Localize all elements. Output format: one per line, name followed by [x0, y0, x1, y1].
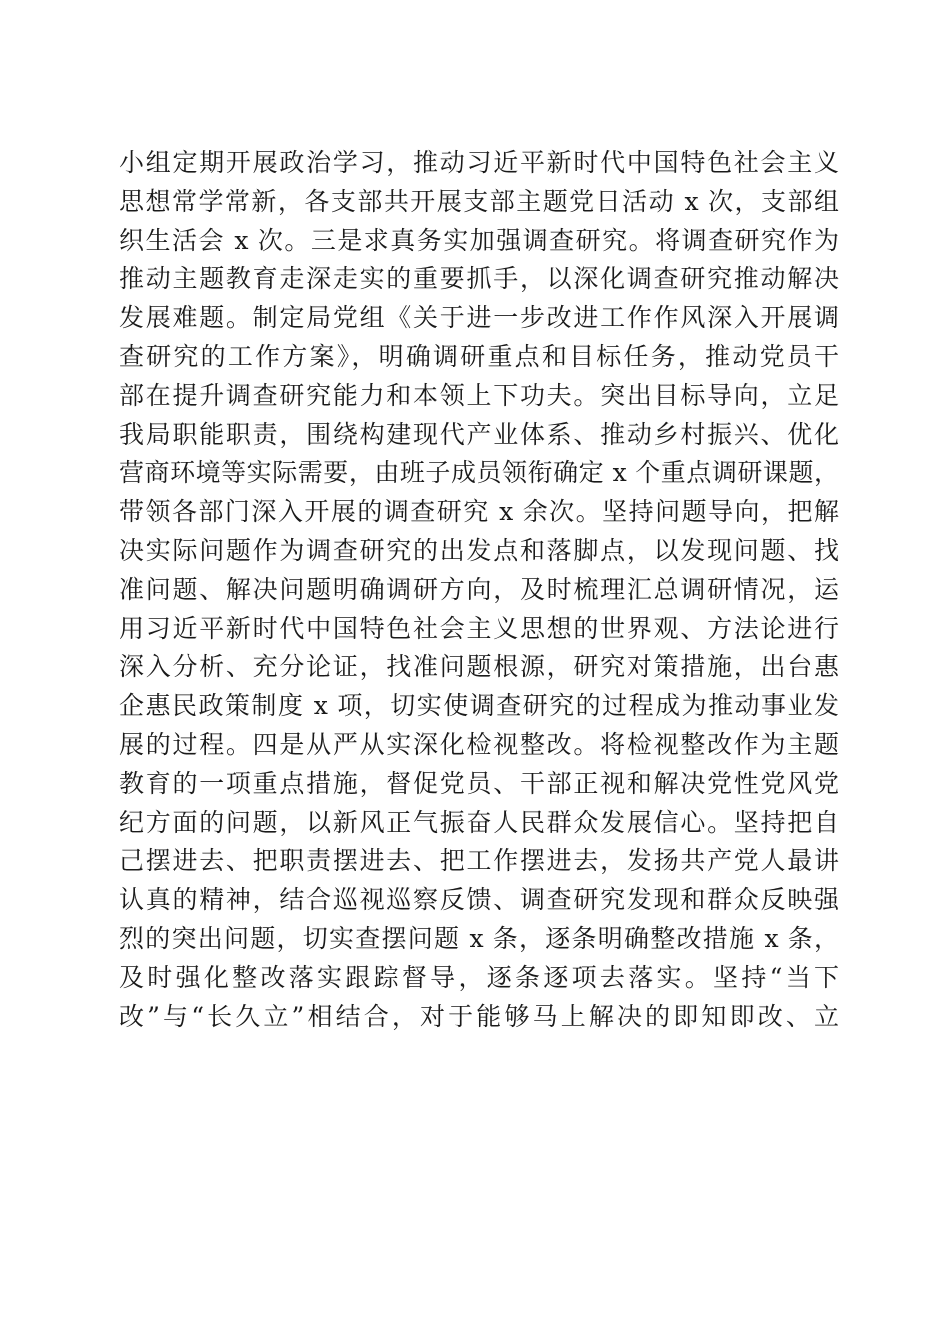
text-line: 改”与“长久立”相结合，对于能够马上解决的即知即改、立 [119, 1001, 839, 1031]
text-line: 查研究的工作方案》，明确调研重点和目标任务，推动党员干 [119, 341, 839, 371]
text-line: 用习近平新时代中国特色社会主义思想的世界观、方法论进行 [119, 613, 839, 643]
text-line: 小组定期开展政治学习，推动习近平新时代中国特色社会主义 [119, 148, 839, 177]
text-line: 带领各部门深入开展的调查研究 x 余次。坚持问题导向，把解 [119, 497, 839, 527]
text-line: 我局职能职责，围绕构建现代产业体系、推动乡村振兴、优化 [119, 419, 839, 449]
text-line: 己摆进去、把职责摆进去、把工作摆进去，发扬共产党人最讲 [119, 846, 839, 876]
body-paragraph [119, 144, 839, 1036]
text-line: 思想常学常新，各支部共开展支部主题党日活动 x 次，支部组 [119, 186, 839, 216]
text-line: 展的过程。四是从严从实深化检视整改。将检视整改作为主题 [119, 729, 839, 759]
text-line: 认真的精神，结合巡视巡察反馈、调查研究发现和群众反映强 [119, 885, 839, 915]
text-line: 部在提升调查研究能力和本领上下功夫。突出目标导向，立足 [119, 380, 839, 410]
text-line: 决实际问题作为调查研究的出发点和落脚点，以发现问题、找 [119, 535, 839, 565]
text-line: 发展难题。制定局党组《关于进一步改进工作作风深入开展调 [119, 303, 839, 333]
text-line: 织生活会 x 次。三是求真务实加强调查研究。将调查研究作为 [119, 225, 839, 255]
text-line: 教育的一项重点措施，督促党员、干部正视和解决党性党风党 [119, 768, 839, 798]
text-line: 推动主题教育走深走实的重要抓手，以深化调查研究推动解决 [119, 264, 839, 294]
text-line: 烈的突出问题，切实查摆问题 x 条，逐条明确整改措施 x 条， [119, 923, 839, 953]
text-line: 深入分析、充分论证，找准问题根源，研究对策措施，出台惠 [119, 652, 839, 682]
text-line: 纪方面的问题，以新风正气振奋人民群众发展信心。坚持把自 [119, 807, 839, 837]
text-line: 营商环境等实际需要，由班子成员领衔确定 x 个重点调研课题， [119, 458, 839, 488]
text-line: 及时强化整改落实跟踪督导，逐条逐项去落实。坚持“当下 [119, 962, 839, 992]
text-line: 准问题、解决问题明确调研方向，及时梳理汇总调研情况，运 [119, 574, 839, 604]
text-line: 企惠民政策制度 x 项，切实使调查研究的过程成为推动事业发 [119, 691, 839, 721]
